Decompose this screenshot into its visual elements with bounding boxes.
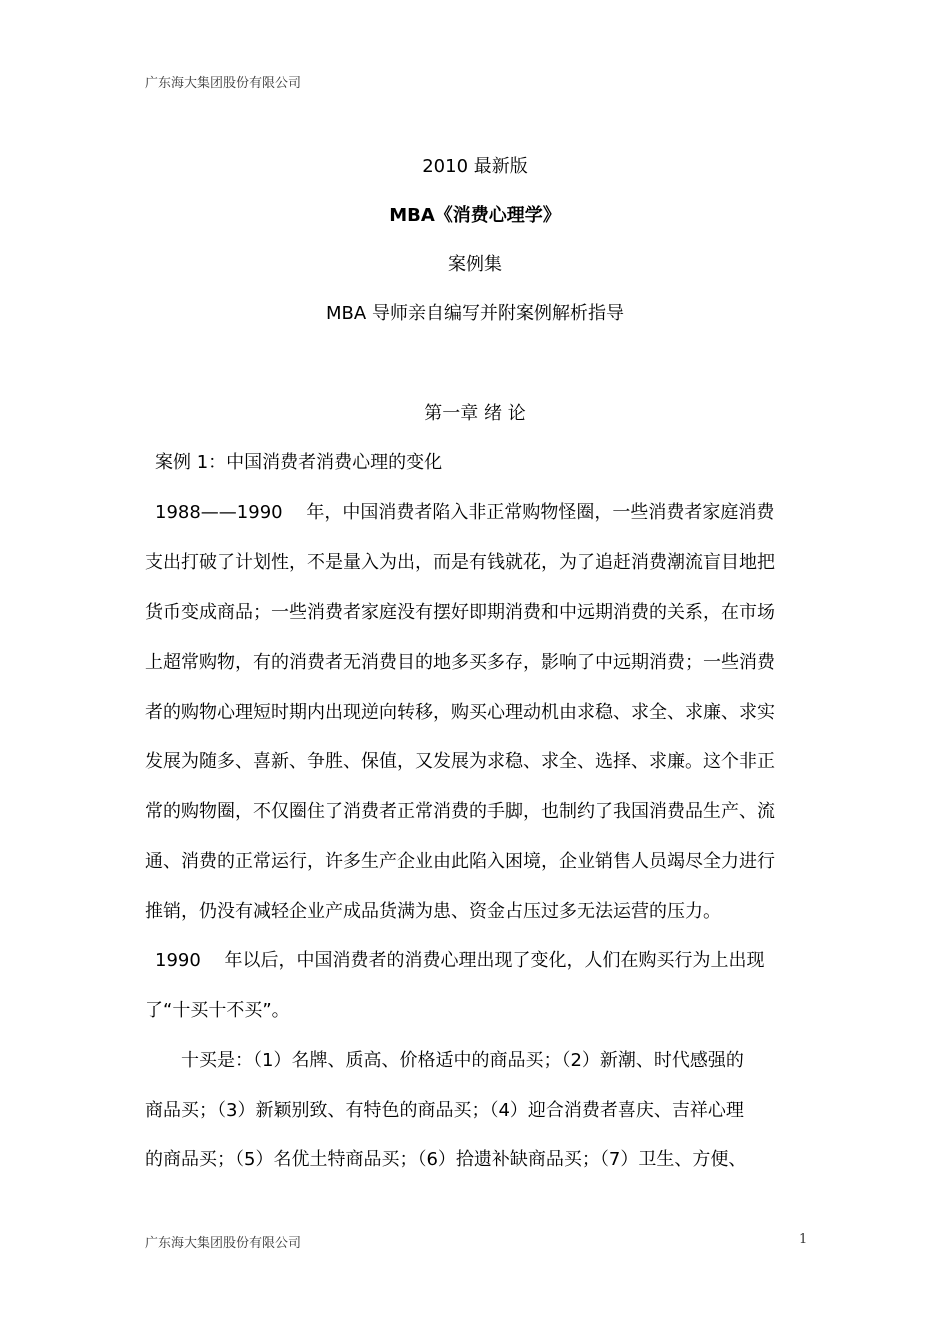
page-footer: 广东海大集团股份有限公司 bbox=[145, 1236, 302, 1251]
case-title: 案例 1：中国消费者消费心理的变化 bbox=[155, 452, 443, 473]
chapter-heading: 第一章 绪 论 bbox=[424, 403, 526, 424]
body-line: 者的购物心理短时期内出现逆向转移，购买心理动机由求稳、求全、求廉、求实 bbox=[145, 702, 775, 723]
body-line: 的商品买；（5）名优土特商品买；（6）拾遗补缺商品买；（7）卫生、方便、 bbox=[145, 1149, 747, 1170]
body-line: 支出打破了计划性，不是量入为出，而是有钱就花，为了追赶消费潮流盲目地把 bbox=[145, 552, 775, 573]
book-subtitle: 案例集 bbox=[448, 254, 502, 275]
page-header: 广东海大集团股份有限公司 bbox=[145, 76, 302, 91]
body-line: 推销，仍没有减轻企业产成品货满为患、资金占压过多无法运营的压力。 bbox=[145, 901, 721, 922]
book-title: MBA《消费心理学》 bbox=[389, 205, 561, 226]
body-line: 货币变成商品；一些消费者家庭没有摆好即期消费和中远期消费的关系，在市场 bbox=[145, 602, 775, 623]
body-line: 了“十买十不买”。 bbox=[145, 1000, 290, 1021]
body-line: 发展为随多、喜新、争胜、保值，又发展为求稳、求全、选择、求廉。这个非正 bbox=[145, 751, 775, 772]
body-line: 上超常购物，有的消费者无消费目的地多买多存，影响了中远期消费；一些消费 bbox=[145, 652, 775, 673]
body-line: 1988——1990 年，中国消费者陷入非正常购物怪圈，一些消费者家庭消费 bbox=[155, 502, 775, 523]
page-number: 1 bbox=[799, 1232, 808, 1247]
edition-line: 2010 最新版 bbox=[422, 156, 528, 177]
body-line: 通、消费的正常运行，许多生产企业由此陷入困境，企业销售人员竭尽全力进行 bbox=[145, 851, 775, 872]
book-description: MBA 导师亲自编写并附案例解析指导 bbox=[326, 303, 624, 324]
body-line: 常的购物圈，不仅圈住了消费者正常消费的手脚，也制约了我国消费品生产、流 bbox=[145, 801, 775, 822]
body-line: 十买是：（1）名牌、质高、价格适中的商品买；（2）新潮、时代感强的 bbox=[181, 1050, 744, 1071]
body-line: 商品买；（3）新颖别致、有特色的商品买；（4）迎合消费者喜庆、吉祥心理 bbox=[145, 1100, 744, 1121]
body-line: 1990 年以后，中国消费者的消费心理出现了变化，人们在购买行为上出现 bbox=[155, 950, 765, 971]
